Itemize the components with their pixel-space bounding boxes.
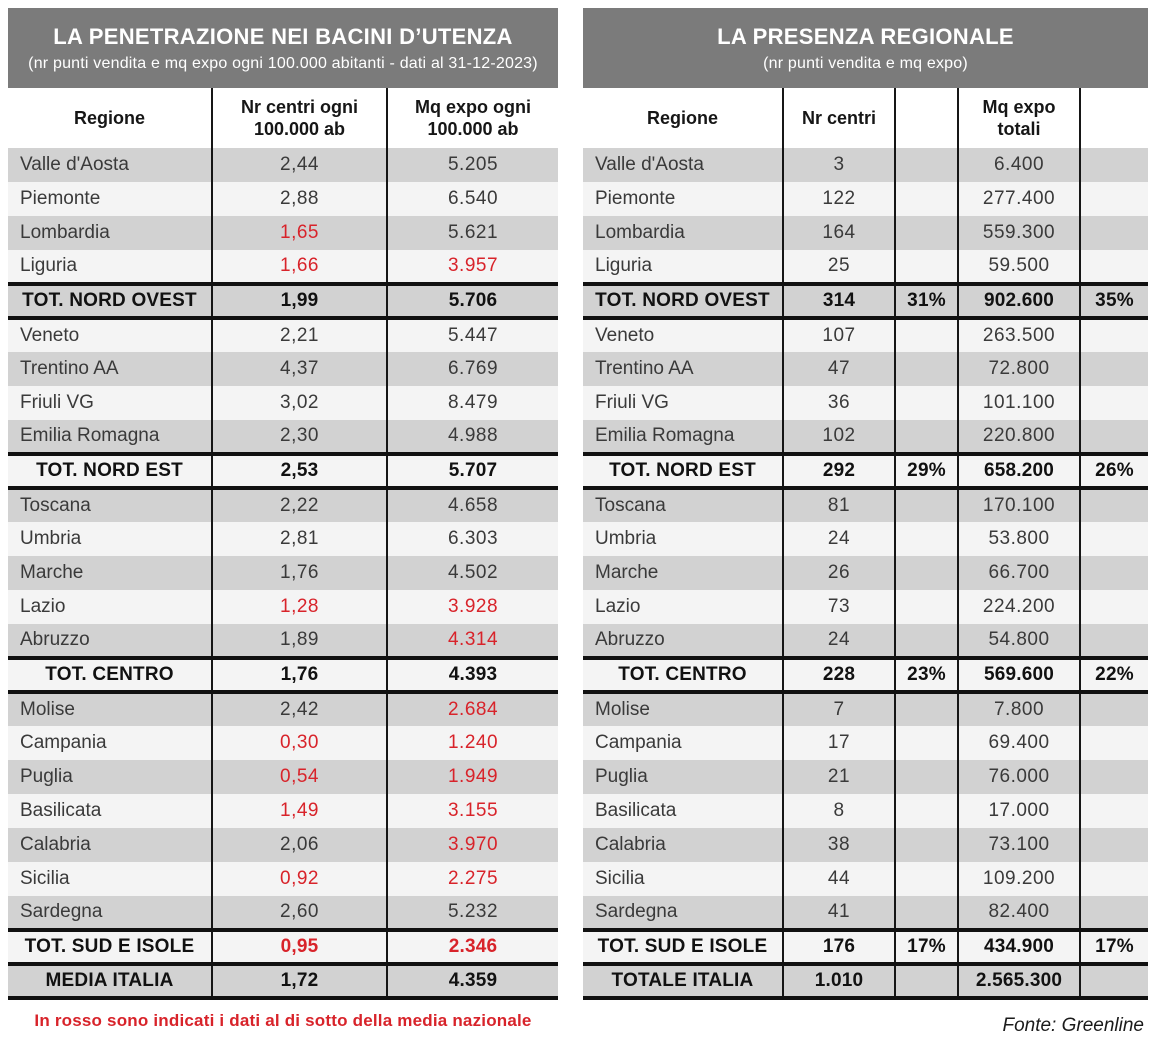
col-header-nr-centri-100k: Nr centri ogni 100.000 ab xyxy=(212,88,387,148)
centri-cell: 1,72 xyxy=(212,964,387,998)
centri-cell: 314 xyxy=(783,284,895,318)
region-cell: Sardegna xyxy=(20,901,103,922)
region-row xyxy=(8,692,558,726)
region-cell: Sardegna xyxy=(595,901,678,922)
region-cell: TOT. CENTRO xyxy=(45,664,174,685)
pct-centri-cell xyxy=(895,556,958,590)
region-cell: Liguria xyxy=(595,255,653,276)
mq-expo-cell: 4.988 xyxy=(387,420,558,454)
centri-cell: 2,81 xyxy=(212,522,387,556)
presenza-table-header xyxy=(583,88,1148,148)
col-header-regione: Regione xyxy=(8,88,212,148)
pct-centri-cell: 31% xyxy=(895,284,958,318)
region-cell: Molise xyxy=(595,699,650,720)
penetrazione-table-body xyxy=(8,148,558,998)
region-row xyxy=(583,760,1148,794)
col-header-mq-expo-100k: Mq expo ogni 100.000 ab xyxy=(387,88,558,148)
pct-mq-cell xyxy=(1080,386,1148,420)
mq-expo-cell: 4.502 xyxy=(387,556,558,590)
region-row xyxy=(583,488,1148,522)
region-row xyxy=(583,386,1148,420)
region-cell: Valle d'Aosta xyxy=(595,154,704,175)
centri-cell: 36 xyxy=(783,386,895,420)
region-cell: TOT. NORD OVEST xyxy=(595,290,770,311)
region-row xyxy=(583,896,1148,930)
centri-cell: 81 xyxy=(783,488,895,522)
mq-expo-cell: 170.100 xyxy=(958,488,1080,522)
penetrazione-table-panel xyxy=(8,8,558,1031)
region-cell: Veneto xyxy=(595,325,655,346)
total-row xyxy=(8,284,558,318)
mq-expo-cell: 4.658 xyxy=(387,488,558,522)
pct-centri-cell xyxy=(895,216,958,250)
region-row xyxy=(8,556,558,590)
region-row xyxy=(583,862,1148,896)
centri-cell: 164 xyxy=(783,216,895,250)
region-cell: TOT. NORD EST xyxy=(36,460,183,481)
centri-cell: 47 xyxy=(783,352,895,386)
pct-centri-cell xyxy=(895,522,958,556)
region-cell: TOTALE ITALIA xyxy=(611,970,754,991)
region-row xyxy=(8,386,558,420)
centri-cell: 1,76 xyxy=(212,556,387,590)
region-row xyxy=(8,182,558,216)
centri-cell: 176 xyxy=(783,930,895,964)
mq-expo-cell: 5.707 xyxy=(387,454,558,488)
mq-expo-cell: 4.393 xyxy=(387,658,558,692)
mq-expo-cell: 73.100 xyxy=(958,828,1080,862)
mq-expo-cell: 3.970 xyxy=(387,828,558,862)
mq-expo-cell: 101.100 xyxy=(958,386,1080,420)
region-row xyxy=(8,318,558,352)
mq-expo-cell: 2.565.300 xyxy=(958,964,1080,998)
centri-cell: 4,37 xyxy=(212,352,387,386)
region-row xyxy=(8,488,558,522)
region-row xyxy=(583,522,1148,556)
pct-mq-cell xyxy=(1080,488,1148,522)
pct-centri-cell xyxy=(895,386,958,420)
presenza-subtitle: (nr punti vendita e mq expo) xyxy=(763,54,968,72)
total-row xyxy=(8,964,558,998)
region-row xyxy=(583,624,1148,658)
centri-cell: 17 xyxy=(783,726,895,760)
region-row xyxy=(8,250,558,284)
pct-mq-cell xyxy=(1080,964,1148,998)
centri-cell: 122 xyxy=(783,182,895,216)
region-cell: Emilia Romagna xyxy=(20,425,160,446)
region-cell: Campania xyxy=(20,732,107,753)
region-row xyxy=(8,896,558,930)
pct-centri-cell: 23% xyxy=(895,658,958,692)
region-row xyxy=(8,216,558,250)
mq-expo-cell: 66.700 xyxy=(958,556,1080,590)
pct-centri-cell xyxy=(895,862,958,896)
mq-expo-cell: 6.540 xyxy=(387,182,558,216)
pct-centri-cell xyxy=(895,420,958,454)
centri-cell: 0,54 xyxy=(212,760,387,794)
penetrazione-subtitle: (nr punti vendita e mq expo ogni 100.000 abitanti - dati al 31-12-2023) xyxy=(28,54,538,72)
pct-centri-cell xyxy=(895,794,958,828)
centri-cell: 1,66 xyxy=(212,250,387,284)
region-cell: Friuli VG xyxy=(20,392,94,413)
pct-mq-cell: 26% xyxy=(1080,454,1148,488)
mq-expo-cell: 1.240 xyxy=(387,726,558,760)
mq-expo-cell: 1.949 xyxy=(387,760,558,794)
presenza-table-panel xyxy=(583,8,1148,1037)
region-row xyxy=(8,862,558,896)
region-row xyxy=(583,420,1148,454)
region-cell: Friuli VG xyxy=(595,392,669,413)
centri-cell: 1,89 xyxy=(212,624,387,658)
pct-mq-cell xyxy=(1080,250,1148,284)
centri-cell: 1,76 xyxy=(212,658,387,692)
region-row xyxy=(583,556,1148,590)
centri-cell: 228 xyxy=(783,658,895,692)
region-cell: Calabria xyxy=(595,834,666,855)
mq-expo-cell: 76.000 xyxy=(958,760,1080,794)
pct-mq-cell xyxy=(1080,896,1148,930)
red-values-footnote: In rosso sono indicati i dati al di sotto della media nazionale xyxy=(34,1011,532,1030)
region-cell: TOT. CENTRO xyxy=(618,664,747,685)
pct-centri-cell xyxy=(895,182,958,216)
region-cell: Umbria xyxy=(20,528,82,549)
pct-mq-cell xyxy=(1080,794,1148,828)
pct-mq-cell xyxy=(1080,420,1148,454)
region-cell: Lombardia xyxy=(595,222,685,243)
pct-centri-cell xyxy=(895,488,958,522)
centri-cell: 26 xyxy=(783,556,895,590)
region-row xyxy=(8,726,558,760)
region-cell: Toscana xyxy=(595,495,666,516)
pct-centri-cell xyxy=(895,250,958,284)
region-cell: Basilicata xyxy=(595,800,677,821)
mq-expo-cell: 5.232 xyxy=(387,896,558,930)
region-cell: TOT. SUD E ISOLE xyxy=(24,936,195,957)
total-row xyxy=(8,658,558,692)
region-cell: Emilia Romagna xyxy=(595,425,735,446)
presenza-title-band xyxy=(583,8,1148,88)
pct-mq-cell: 35% xyxy=(1080,284,1148,318)
mq-expo-cell: 3.928 xyxy=(387,590,558,624)
region-cell: TOT. NORD OVEST xyxy=(22,290,197,311)
presenza-title: LA PRESENZA REGIONALE xyxy=(717,23,1014,49)
mq-expo-cell: 224.200 xyxy=(958,590,1080,624)
pct-centri-cell: 29% xyxy=(895,454,958,488)
total-row xyxy=(583,930,1148,964)
region-row xyxy=(583,692,1148,726)
centri-cell: 2,21 xyxy=(212,318,387,352)
mq-expo-cell: 69.400 xyxy=(958,726,1080,760)
mq-expo-cell: 109.200 xyxy=(958,862,1080,896)
mq-expo-cell: 2.346 xyxy=(387,930,558,964)
centri-cell: 8 xyxy=(783,794,895,828)
mq-expo-cell: 6.769 xyxy=(387,352,558,386)
region-row xyxy=(8,624,558,658)
region-cell: TOT. SUD E ISOLE xyxy=(597,936,768,957)
region-row xyxy=(8,590,558,624)
pct-centri-cell xyxy=(895,318,958,352)
total-row xyxy=(583,454,1148,488)
region-cell: Piemonte xyxy=(20,188,101,209)
centri-cell: 24 xyxy=(783,522,895,556)
centri-cell: 3,02 xyxy=(212,386,387,420)
region-row xyxy=(583,148,1148,182)
region-row xyxy=(8,420,558,454)
centri-cell: 107 xyxy=(783,318,895,352)
pct-mq-cell xyxy=(1080,556,1148,590)
pct-mq-cell xyxy=(1080,216,1148,250)
region-row xyxy=(583,352,1148,386)
mq-expo-cell: 6.303 xyxy=(387,522,558,556)
mq-expo-cell: 5.205 xyxy=(387,148,558,182)
pct-centri-cell xyxy=(895,896,958,930)
pct-centri-cell xyxy=(895,352,958,386)
centri-cell: 3 xyxy=(783,148,895,182)
col-header-regione: Regione xyxy=(583,88,783,148)
mq-expo-cell: 4.314 xyxy=(387,624,558,658)
centri-cell: 1,28 xyxy=(212,590,387,624)
mq-expo-cell: 53.800 xyxy=(958,522,1080,556)
col-header-mq-expo-totali: Mq expo totali xyxy=(958,88,1080,148)
region-cell: Molise xyxy=(20,699,75,720)
region-cell: Toscana xyxy=(20,495,91,516)
pct-mq-cell xyxy=(1080,148,1148,182)
centri-cell: 24 xyxy=(783,624,895,658)
region-row xyxy=(583,182,1148,216)
pct-centri-cell xyxy=(895,692,958,726)
centri-cell: 21 xyxy=(783,760,895,794)
centri-cell: 0,92 xyxy=(212,862,387,896)
centri-cell: 1.010 xyxy=(783,964,895,998)
mq-expo-cell: 3.957 xyxy=(387,250,558,284)
mq-expo-cell: 82.400 xyxy=(958,896,1080,930)
total-row xyxy=(583,658,1148,692)
col-header-pct-centri xyxy=(895,88,958,148)
mq-expo-cell: 902.600 xyxy=(958,284,1080,318)
region-cell: TOT. NORD EST xyxy=(609,460,756,481)
penetrazione-title: LA PENETRAZIONE NEI BACINI D’UTENZA xyxy=(53,23,513,49)
mq-expo-cell: 569.600 xyxy=(958,658,1080,692)
mq-expo-cell: 277.400 xyxy=(958,182,1080,216)
region-cell: Sicilia xyxy=(20,868,70,889)
region-row xyxy=(583,828,1148,862)
centri-cell: 7 xyxy=(783,692,895,726)
region-cell: Liguria xyxy=(20,255,78,276)
pct-mq-cell xyxy=(1080,862,1148,896)
region-cell: Veneto xyxy=(20,325,80,346)
pct-mq-cell: 22% xyxy=(1080,658,1148,692)
mq-expo-cell: 263.500 xyxy=(958,318,1080,352)
total-row xyxy=(8,930,558,964)
region-row xyxy=(8,828,558,862)
region-row xyxy=(583,250,1148,284)
region-cell: MEDIA ITALIA xyxy=(45,970,174,991)
pct-mq-cell xyxy=(1080,590,1148,624)
mq-expo-cell: 59.500 xyxy=(958,250,1080,284)
pct-centri-cell xyxy=(895,590,958,624)
mq-expo-cell: 8.479 xyxy=(387,386,558,420)
pct-mq-cell xyxy=(1080,352,1148,386)
mq-expo-cell: 2.684 xyxy=(387,692,558,726)
pct-mq-cell xyxy=(1080,760,1148,794)
pct-centri-cell: 17% xyxy=(895,930,958,964)
centri-cell: 0,95 xyxy=(212,930,387,964)
region-row xyxy=(8,148,558,182)
pct-mq-cell xyxy=(1080,182,1148,216)
mq-expo-cell: 72.800 xyxy=(958,352,1080,386)
pct-centri-cell xyxy=(895,726,958,760)
region-row xyxy=(583,216,1148,250)
mq-expo-cell: 3.155 xyxy=(387,794,558,828)
centri-cell: 73 xyxy=(783,590,895,624)
centri-cell: 2,53 xyxy=(212,454,387,488)
region-row xyxy=(8,760,558,794)
centri-cell: 44 xyxy=(783,862,895,896)
mq-expo-cell: 559.300 xyxy=(958,216,1080,250)
centri-cell: 25 xyxy=(783,250,895,284)
region-row xyxy=(8,522,558,556)
mq-expo-cell: 5.621 xyxy=(387,216,558,250)
mq-expo-cell: 434.900 xyxy=(958,930,1080,964)
total-row xyxy=(583,284,1148,318)
mq-expo-cell: 7.800 xyxy=(958,692,1080,726)
mq-expo-cell: 17.000 xyxy=(958,794,1080,828)
region-cell: Marche xyxy=(20,562,84,583)
centri-cell: 2,22 xyxy=(212,488,387,522)
region-cell: Marche xyxy=(595,562,659,583)
centri-cell: 1,49 xyxy=(212,794,387,828)
pct-centri-cell xyxy=(895,148,958,182)
pct-centri-cell xyxy=(895,760,958,794)
centri-cell: 2,44 xyxy=(212,148,387,182)
region-cell: Lazio xyxy=(20,596,66,617)
pct-centri-cell xyxy=(895,624,958,658)
total-row xyxy=(8,454,558,488)
centri-cell: 41 xyxy=(783,896,895,930)
pct-mq-cell xyxy=(1080,624,1148,658)
region-cell: Trentino AA xyxy=(20,358,119,379)
mq-expo-cell: 6.400 xyxy=(958,148,1080,182)
centri-cell: 2,42 xyxy=(212,692,387,726)
region-cell: Umbria xyxy=(595,528,657,549)
region-cell: Lazio xyxy=(595,596,641,617)
centri-cell: 2,60 xyxy=(212,896,387,930)
centri-cell: 38 xyxy=(783,828,895,862)
region-cell: Piemonte xyxy=(595,188,676,209)
mq-expo-cell: 54.800 xyxy=(958,624,1080,658)
mq-expo-cell: 4.359 xyxy=(387,964,558,998)
region-cell: Puglia xyxy=(20,766,73,787)
pct-centri-cell xyxy=(895,964,958,998)
region-row xyxy=(8,794,558,828)
region-row xyxy=(583,794,1148,828)
pct-mq-cell xyxy=(1080,318,1148,352)
region-cell: Calabria xyxy=(20,834,91,855)
mq-expo-cell: 2.275 xyxy=(387,862,558,896)
region-cell: Abruzzo xyxy=(20,629,90,650)
region-cell: Valle d'Aosta xyxy=(20,154,129,175)
region-cell: Puglia xyxy=(595,766,648,787)
centri-cell: 2,06 xyxy=(212,828,387,862)
centri-cell: 0,30 xyxy=(212,726,387,760)
region-row xyxy=(583,726,1148,760)
region-cell: Basilicata xyxy=(20,800,102,821)
penetrazione-title-band xyxy=(8,8,558,88)
pct-mq-cell: 17% xyxy=(1080,930,1148,964)
total-row xyxy=(583,964,1148,998)
region-cell: Lombardia xyxy=(20,222,110,243)
presenza-table-body xyxy=(583,148,1148,998)
centri-cell: 2,88 xyxy=(212,182,387,216)
mq-expo-cell: 5.447 xyxy=(387,318,558,352)
presenza-table xyxy=(583,88,1148,1000)
centri-cell: 292 xyxy=(783,454,895,488)
pct-centri-cell xyxy=(895,828,958,862)
region-row xyxy=(583,318,1148,352)
centri-cell: 1,99 xyxy=(212,284,387,318)
pct-mq-cell xyxy=(1080,692,1148,726)
penetrazione-table-header xyxy=(8,88,558,148)
penetrazione-table xyxy=(8,88,558,1000)
region-cell: Sicilia xyxy=(595,868,645,889)
mq-expo-cell: 220.800 xyxy=(958,420,1080,454)
pct-mq-cell xyxy=(1080,522,1148,556)
centri-cell: 1,65 xyxy=(212,216,387,250)
mq-expo-cell: 658.200 xyxy=(958,454,1080,488)
pct-mq-cell xyxy=(1080,726,1148,760)
region-row xyxy=(8,352,558,386)
pct-mq-cell xyxy=(1080,828,1148,862)
region-cell: Campania xyxy=(595,732,682,753)
source-credit: Fonte: Greenline xyxy=(1002,1015,1144,1036)
region-cell: Trentino AA xyxy=(595,358,694,379)
centri-cell: 2,30 xyxy=(212,420,387,454)
region-row xyxy=(583,590,1148,624)
col-header-nr-centri: Nr centri xyxy=(783,88,895,148)
region-cell: Abruzzo xyxy=(595,629,665,650)
col-header-pct-mq xyxy=(1080,88,1148,148)
centri-cell: 102 xyxy=(783,420,895,454)
mq-expo-cell: 5.706 xyxy=(387,284,558,318)
